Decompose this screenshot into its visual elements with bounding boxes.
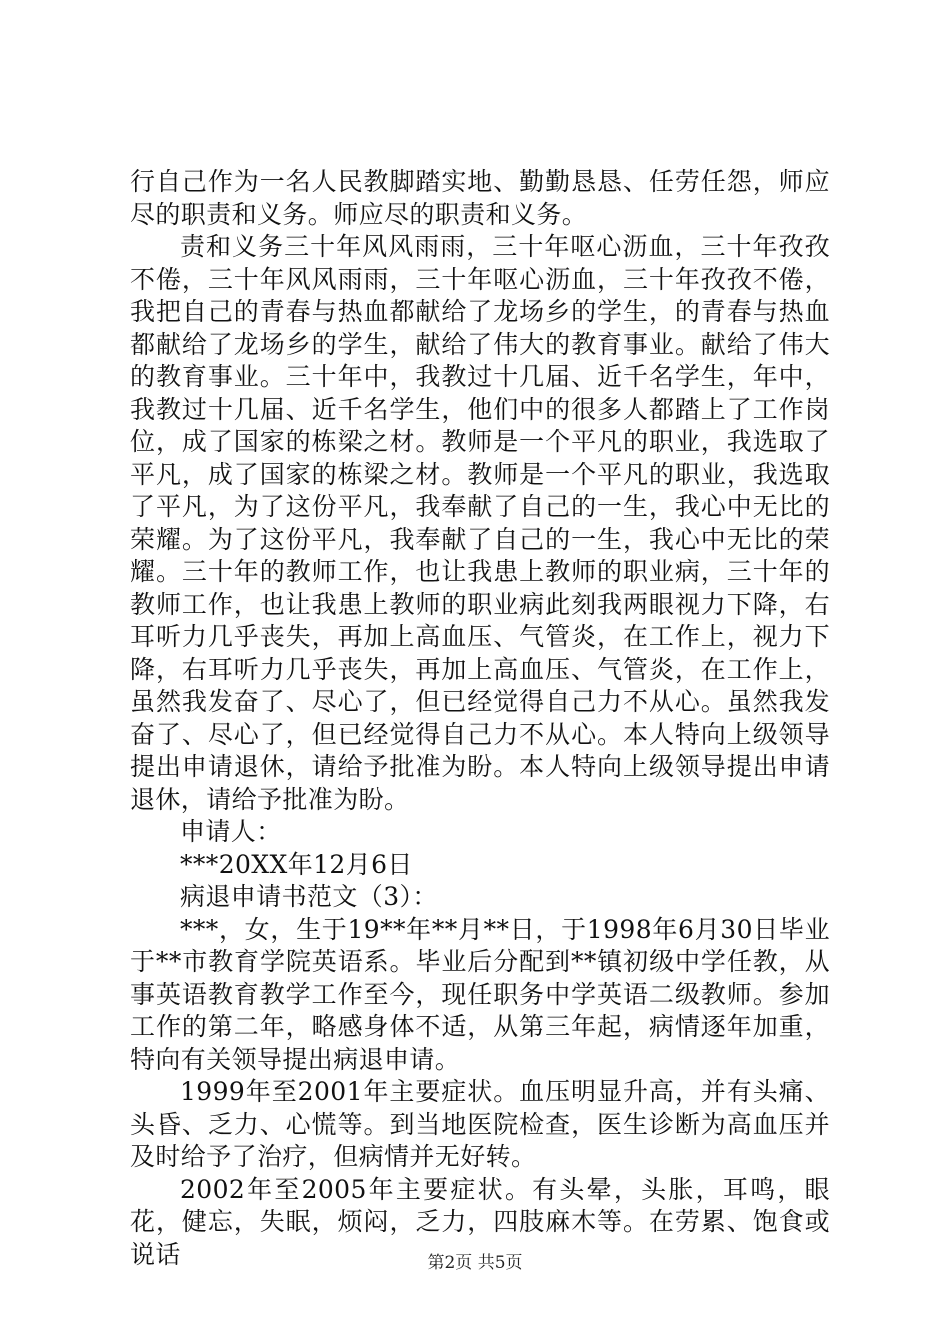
paragraph-symptoms-1999-2001: 1999年至2001年主要症状。血压明显升高，并有头痛、头昏、乏力、心慌等。到当地医院检查，医生诊断为高血压并及时给予了治疗，但病情并无好转。 <box>130 1077 830 1171</box>
sample-heading: 病退申请书范文（3）： <box>180 882 438 911</box>
paragraph-applicant-intro: ***，女，生于19**年**月**日，于1998年6月30日毕业于**市教育学院英语系。毕业后分配到**镇初级中学任教，从事英语教育教学工作至今，现任职务中学英语二级教师。参加工作的第二年，略感身体不适，从第三年起，病情逐年加重，特向有关领导提出病退申请。 <box>130 914 830 1074</box>
page-number-footer: 第2页 共5页 <box>427 1253 523 1273</box>
document-body <box>130 166 830 1271</box>
paragraph-symptoms-2002-2005: 2002年至2005年主要症状。有头晕，头胀，耳鸣，眼花，健忘，失眠，烦闷，乏力，四肢麻木等。在劳累、饱食或说话 <box>130 1174 830 1269</box>
signature-date: ***20XX年12月6日 <box>180 849 413 879</box>
paragraph-retirement-reasons: 责和义务三十年风风雨雨，三十年呕心沥血，三十年孜孜不倦，三十年风风雨雨，三十年呕心沥血，三十年孜孜不倦，我把自己的青春与热血都献给了龙场乡的学生，的青春与热血都献给了龙场乡的学生，献给了伟大的教育事业。献给了伟大的教育事业。三十年中，我教过十几届、近千名学生，年中，我教过十几届、近千名学生，他们中的很多人都踏上了工作岗位，成了国家的栋梁之材。教师是一个平凡的职业，我选取了平凡，成了国家的栋梁之材。教师是一个平凡的职业，我选取了平凡，为了这份平凡，我奉献了自己的一生，我心中无比的荣耀。为了这份平凡，我奉献了自己的一生，我心中无比的荣耀。三十年的教师工作，也让我患上教师的职业病，三十年的教师工作，也让我患上教师的职业病此刻我两眼视力下降，右耳听力几乎丧失，再加上高血压、气管炎，在工作上，视力下降，右耳听力几乎丧失，再加上高血压、气管炎，在工作上，虽然我发奋了、尽心了，但已经觉得自己力不从心。虽然我发奋了、尽心了，但已经觉得自己力不从心。本人特向上级领导提出申请退休，请给予批准为盼。本人特向上级领导提出申请退休，请给予批准为盼。 <box>130 232 830 814</box>
paragraph-continuation: 行自己作为一名人民教脚踏实地、勤勤恳恳、任劳任怨，师应尽的职责和义务。师应尽的职责和义务。 <box>130 167 830 229</box>
applicant-label: 申请人： <box>180 817 282 846</box>
